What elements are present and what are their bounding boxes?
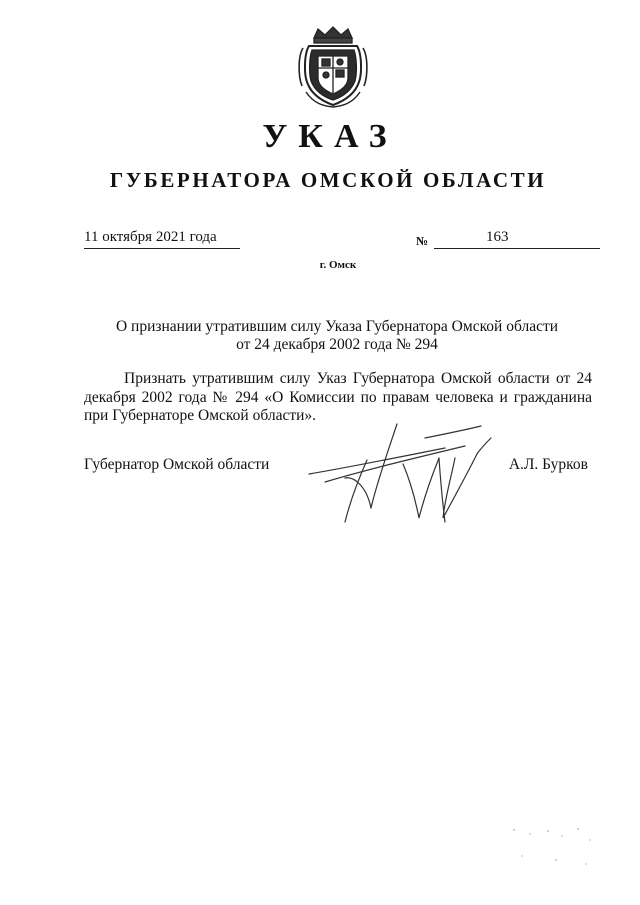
heading-line-1: О признании утратившим силу Указа Губернатора Омской области <box>115 318 559 335</box>
number-underline <box>434 232 600 249</box>
city: г. Омск <box>319 259 357 271</box>
document-number: 163 <box>486 229 509 245</box>
document-subtitle: ГУБЕРНАТОРА ОМСКОЙ ОБЛАСТИ <box>109 168 547 192</box>
signer-name: А.Л. Бурков <box>508 456 588 473</box>
decree-body: Признать утратившим силу Указ Губернатора Омской области от 24 декабря 2002 года № 294 «О Комиссии по правам человека и гражданина при Губернаторе Омской области». <box>84 370 592 425</box>
coat-of-arms-icon <box>298 26 368 108</box>
signature-position: Губернатор Омской области <box>84 456 270 473</box>
document-date: 11 октября 2021 года <box>84 229 240 249</box>
handwritten-signature <box>305 418 505 528</box>
decree-heading <box>84 318 590 354</box>
document-title: УКАЗ <box>262 118 398 155</box>
number-sign: № <box>416 234 429 248</box>
scan-specks <box>500 820 610 880</box>
heading-line-2: от 24 декабря 2002 года № 294 <box>236 336 438 353</box>
